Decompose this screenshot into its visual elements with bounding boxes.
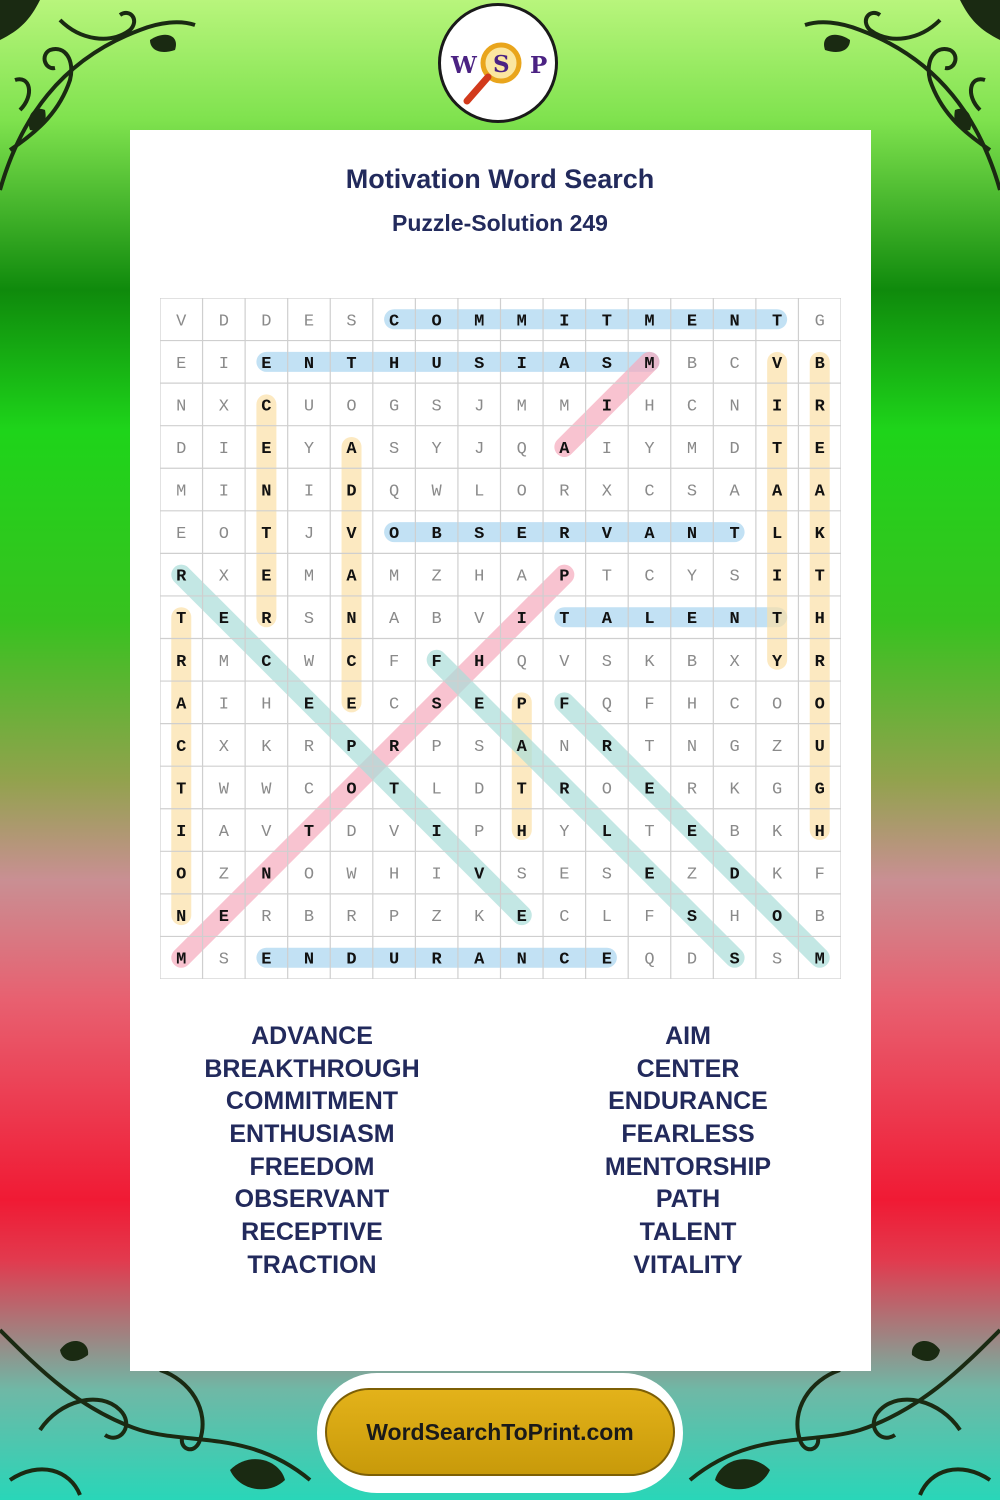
grid-letter-found: M	[474, 312, 485, 332]
grid-letter-found: R	[261, 610, 272, 630]
grid-letter: I	[303, 482, 315, 502]
grid-letter-found: E	[601, 950, 613, 970]
grid-letter: T	[644, 823, 655, 843]
word-list-item: FEARLESS	[621, 1120, 755, 1149]
grid-letter: C	[644, 567, 655, 587]
grid-letter-found: P	[516, 695, 527, 715]
grid-letter-found: T	[814, 567, 825, 587]
grid-letter-found: T	[601, 312, 613, 332]
grid-letter-found: R	[601, 737, 613, 757]
grid-letter: V	[176, 312, 187, 332]
grid-letter: E	[303, 312, 315, 332]
grid-letter: H	[388, 865, 400, 885]
grid-letter: Q	[516, 652, 527, 672]
grid-letter-found: P	[559, 567, 570, 587]
grid-letter: Y	[303, 439, 315, 459]
grid-letter-found: R	[388, 737, 400, 757]
grid-letter: D	[729, 439, 740, 459]
grid-letter-found: A	[559, 354, 570, 374]
grid-letter: Q	[601, 695, 613, 715]
grid-letter: N	[176, 397, 187, 417]
grid-letter: F	[814, 865, 825, 885]
grid-letter: O	[772, 695, 783, 715]
grid-letter-found: D	[346, 482, 357, 502]
grid-letter-found: I	[601, 397, 613, 417]
grid-letter-found: E	[261, 567, 272, 587]
grid-letter-found: R	[431, 950, 442, 970]
grid-letter-found: O	[176, 865, 187, 885]
grid-letter-found: H	[474, 652, 485, 672]
grid-letter-found: N	[346, 610, 357, 630]
grid-letter: C	[559, 908, 570, 928]
grid-letter: Z	[686, 865, 698, 885]
word-list-left	[132, 1020, 492, 1282]
grid-letter: U	[303, 397, 315, 417]
grid-letter: K	[261, 737, 272, 757]
grid-letter: S	[601, 652, 613, 672]
grid-letter: D	[474, 780, 485, 800]
grid-letter-found: V	[474, 865, 485, 885]
grid-letter: V	[559, 652, 570, 672]
word-list-item: COMMITMENT	[225, 1087, 399, 1116]
grid-letter-found: A	[644, 525, 655, 545]
page-title: Motivation Word Search	[345, 164, 655, 194]
grid-letter: G	[388, 397, 400, 417]
grid-letter-found: V	[772, 354, 783, 374]
grid-letter: W	[218, 780, 229, 800]
grid-letter-found: H	[388, 354, 400, 374]
grid-letter: T	[644, 737, 655, 757]
grid-letter: S	[474, 737, 485, 757]
grid-letter-found: A	[772, 482, 783, 502]
grid-letter-found: N	[303, 950, 315, 970]
grid-letter: Z	[218, 865, 229, 885]
grid-letter: R	[559, 482, 570, 502]
grid-letter: O	[601, 780, 613, 800]
grid-letter-found: B	[814, 354, 825, 374]
grid-letter: I	[218, 695, 229, 715]
grid-letter: E	[176, 354, 187, 374]
grid-letter-found: U	[431, 354, 442, 374]
grid-letter: E	[176, 525, 187, 545]
grid-letter: H	[644, 397, 655, 417]
grid-letter-found: E	[303, 695, 315, 715]
grid-letter-found: A	[559, 439, 570, 459]
word-list-item: VITALITY	[633, 1250, 743, 1279]
grid-letter-found: N	[729, 312, 740, 332]
grid-letter-found: A	[346, 439, 357, 459]
word-list-item: TALENT	[639, 1218, 737, 1247]
grid-letter: D	[261, 312, 272, 332]
grid-letter: W	[431, 482, 442, 502]
grid-letter-found: E	[261, 354, 272, 374]
grid-letter-found: O	[346, 780, 357, 800]
grid-letter-found: P	[346, 737, 357, 757]
grid-letter-found: T	[176, 780, 187, 800]
grid-letter: N	[686, 737, 698, 757]
grid-letter-found: A	[176, 695, 187, 715]
grid-letter: L	[431, 780, 442, 800]
grid-letter: K	[474, 908, 485, 928]
word-list-item: RECEPTIVE	[241, 1218, 383, 1247]
grid-letter: A	[388, 610, 400, 630]
grid-letter: Y	[431, 439, 442, 459]
grid-letter-found: R	[559, 780, 570, 800]
wsp-logo	[438, 3, 558, 123]
grid-letter-found: C	[559, 950, 570, 970]
grid-letter: L	[601, 908, 613, 928]
grid-letter: P	[431, 737, 442, 757]
grid-letter-found: T	[772, 439, 783, 459]
grid-letter-found: M	[176, 950, 187, 970]
grid-letter: R	[346, 908, 357, 928]
grid-letter-found: K	[814, 525, 825, 545]
grid-letter-found: C	[388, 312, 400, 332]
word-list-item: AIM	[665, 1022, 711, 1050]
grid-letter: C	[729, 354, 740, 374]
grid-letter: S	[388, 439, 400, 459]
grid-letter: Z	[431, 567, 442, 587]
grid-letter-found: T	[176, 610, 187, 630]
grid-letter: I	[218, 439, 229, 459]
grid-letter: H	[474, 567, 485, 587]
grid-letter: B	[814, 908, 825, 928]
grid-letter: I	[218, 354, 229, 374]
grid-letter-found: U	[388, 950, 400, 970]
word-list-item: ENDURANCE	[608, 1087, 768, 1116]
grid-letter: D	[176, 439, 187, 459]
grid-letter: H	[261, 695, 272, 715]
grid-letter-found: N	[729, 610, 740, 630]
grid-letter: X	[218, 737, 229, 757]
grid-letter-found: N	[686, 525, 698, 545]
grid-letter-found: C	[261, 397, 272, 417]
grid-letter: B	[686, 652, 698, 672]
grid-letter-found: T	[559, 610, 570, 630]
logo-letter-p: P	[530, 52, 548, 79]
grid-letter: S	[303, 610, 315, 630]
grid-letter-found: T	[261, 525, 272, 545]
grid-letter: H	[686, 695, 698, 715]
grid-letter-found: N	[261, 865, 272, 885]
grid-letter: S	[218, 950, 229, 970]
grid-letter-found: I	[559, 312, 570, 332]
grid-letter: O	[218, 525, 229, 545]
grid-letter: A	[516, 567, 527, 587]
grid-letter: C	[388, 695, 400, 715]
grid-letter-found: M	[644, 312, 655, 332]
grid-letter: M	[516, 397, 527, 417]
grid-letter: N	[729, 397, 740, 417]
grid-letter: P	[388, 908, 400, 928]
grid-letter-found: A	[814, 482, 825, 502]
grid-letter-found: E	[261, 950, 272, 970]
grid-letter-found: I	[431, 823, 442, 843]
word-list-item: TRACTION	[247, 1250, 377, 1279]
grid-letter-found: D	[729, 865, 740, 885]
grid-letter: K	[772, 865, 783, 885]
word-list-item: ENTHUSIASM	[229, 1120, 395, 1149]
grid-letter: O	[516, 482, 527, 502]
grid-letter-found: U	[814, 737, 825, 757]
grid-letter: Q	[388, 482, 400, 502]
grid-letter-found: O	[814, 695, 825, 715]
word-list-item: OBSERVANT	[234, 1185, 390, 1214]
grid-letter: F	[644, 695, 655, 715]
grid-letter: B	[303, 908, 315, 928]
grid-letter-found: S	[729, 950, 740, 970]
grid-letter: F	[644, 908, 655, 928]
grid-letter-found: O	[431, 312, 442, 332]
logo-letter-s: S	[493, 51, 510, 78]
grid-letter-found: T	[772, 312, 783, 332]
grid-letter-found: E	[261, 439, 272, 459]
grid-letter-found: E	[686, 823, 698, 843]
grid-letter-found: C	[176, 737, 187, 757]
grid-letter: I	[431, 865, 442, 885]
grid-letter-found: I	[516, 610, 527, 630]
grid-letter-found: T	[772, 610, 783, 630]
grid-letter: K	[729, 780, 740, 800]
grid-letter-found: V	[346, 525, 357, 545]
grid-letter-found: B	[431, 525, 442, 545]
grid-letter: B	[686, 354, 698, 374]
grid-letter-found: A	[516, 737, 527, 757]
grid-letter: D	[686, 950, 698, 970]
grid-letter: O	[303, 865, 315, 885]
grid-letter: I	[601, 439, 613, 459]
grid-letter-found: L	[601, 823, 613, 843]
grid-letter: S	[431, 397, 442, 417]
grid-letter: M	[218, 652, 229, 672]
grid-letter-found: O	[772, 908, 783, 928]
word-list-item: MENTORSHIP	[604, 1152, 772, 1181]
grid-letter: C	[303, 780, 315, 800]
grid-letter-found: E	[644, 865, 655, 885]
grid-letter: O	[346, 397, 357, 417]
grid-letter-found: E	[686, 610, 698, 630]
grid-letter: V	[388, 823, 400, 843]
grid-letter: W	[303, 652, 315, 672]
grid-letter-found: A	[346, 567, 357, 587]
grid-letter-found: V	[601, 525, 613, 545]
grid-letter-found: N	[176, 908, 187, 928]
grid-letter-found: R	[176, 567, 187, 587]
word-search-grid	[160, 298, 841, 979]
grid-letter-found: S	[474, 354, 485, 374]
grid-letter: Z	[772, 737, 783, 757]
grid-letter: E	[559, 865, 570, 885]
grid-letter: I	[218, 482, 229, 502]
grid-letter-found: T	[729, 525, 740, 545]
grid-letter: S	[772, 950, 783, 970]
word-list-item: CENTER	[636, 1054, 740, 1083]
grid-letter: W	[346, 865, 357, 885]
grid-letter-found: E	[686, 312, 698, 332]
grid-letter: N	[559, 737, 570, 757]
grid-letter-found: A	[601, 610, 613, 630]
grid-letter-found: R	[559, 525, 570, 545]
grid-letter: G	[772, 780, 783, 800]
grid-letter-found: S	[601, 354, 613, 374]
grid-letter-found: R	[814, 397, 825, 417]
grid-letter-found: H	[814, 610, 825, 630]
grid-letter-found: M	[516, 312, 527, 332]
grid-letter-found: C	[346, 652, 357, 672]
grid-letter: J	[303, 525, 315, 545]
grid-letter: B	[431, 610, 442, 630]
grid-letter: P	[474, 823, 485, 843]
grid-letter: X	[601, 482, 613, 502]
grid-letter-found: N	[261, 482, 272, 502]
grid-letter: C	[729, 695, 740, 715]
grid-letter: S	[516, 865, 527, 885]
grid-letter: X	[218, 567, 229, 587]
grid-letter: C	[644, 482, 655, 502]
grid-letter-found: I	[516, 354, 527, 374]
grid-letter-found: E	[218, 908, 229, 928]
grid-letter: J	[474, 397, 485, 417]
grid-letter-found: M	[644, 354, 655, 374]
grid-letter-found: F	[559, 695, 570, 715]
grid-letter-found: E	[474, 695, 485, 715]
grid-letter-found: I	[772, 397, 783, 417]
grid-letter-found: E	[814, 439, 825, 459]
grid-letter: A	[218, 823, 229, 843]
grid-letter-found: S	[686, 908, 698, 928]
grid-letter: A	[729, 482, 740, 502]
word-list-right	[508, 1020, 868, 1282]
grid-letter-found: D	[346, 950, 357, 970]
grid-letter: Q	[644, 950, 655, 970]
website-link-button[interactable]: WordSearchToPrint.com	[325, 1388, 675, 1476]
grid-letter: M	[303, 567, 315, 587]
grid-letter: L	[474, 482, 485, 502]
grid-letter-found: E	[218, 610, 229, 630]
page-subtitle: Puzzle-Solution 249	[392, 210, 608, 236]
grid-letter-found: E	[516, 908, 527, 928]
grid-letter-found: O	[388, 525, 400, 545]
grid-letter: J	[474, 439, 485, 459]
grid-letter-found: T	[516, 780, 527, 800]
grid-letter: D	[218, 312, 229, 332]
grid-letter-found: R	[814, 652, 825, 672]
word-list-item: ADVANCE	[251, 1022, 373, 1050]
grid-letter: K	[644, 652, 655, 672]
grid-letter-found: L	[772, 525, 783, 545]
grid-letter: V	[474, 610, 485, 630]
word-list-item: PATH	[655, 1185, 721, 1214]
grid-letter: C	[686, 397, 698, 417]
grid-letter-found: L	[644, 610, 655, 630]
grid-letter: R	[686, 780, 698, 800]
grid-letter: Q	[516, 439, 527, 459]
grid-letter: M	[559, 397, 570, 417]
grid-letter-found: Y	[772, 652, 783, 672]
grid-letter-found: S	[431, 695, 442, 715]
grid-letter: S	[686, 482, 698, 502]
grid-letter: W	[261, 780, 272, 800]
grid-letter-found: I	[772, 567, 783, 587]
grid-letter-found: T	[346, 354, 357, 374]
grid-letter-found: A	[474, 950, 485, 970]
grid-letter-found: E	[644, 780, 655, 800]
grid-letter: M	[176, 482, 187, 502]
grid-letter: S	[601, 865, 613, 885]
grid-letter-found: I	[176, 823, 187, 843]
grid-letter: X	[729, 652, 740, 672]
grid-letter-found: C	[261, 652, 272, 672]
grid-letter: D	[346, 823, 357, 843]
grid-letter: Y	[559, 823, 570, 843]
grid-letter: G	[729, 737, 740, 757]
grid-letter-found: R	[176, 652, 187, 672]
grid-letter: Z	[431, 908, 442, 928]
grid-letter: K	[772, 823, 783, 843]
grid-letter-found: F	[431, 652, 442, 672]
word-list-item: FREEDOM	[249, 1152, 375, 1181]
grid-letter: M	[388, 567, 400, 587]
grid-letter-found: N	[516, 950, 527, 970]
grid-letter: H	[729, 908, 740, 928]
grid-letter-found: G	[814, 780, 825, 800]
grid-svg	[160, 298, 841, 979]
grid-letter: F	[388, 652, 400, 672]
grid-letter: T	[601, 567, 613, 587]
grid-letter: R	[303, 737, 315, 757]
word-list-item: BREAKTHROUGH	[204, 1054, 420, 1083]
grid-letter: S	[346, 312, 357, 332]
grid-letter: S	[729, 567, 740, 587]
grid-letter: Y	[644, 439, 655, 459]
grid-letter-found: N	[303, 354, 315, 374]
grid-letter: M	[686, 439, 698, 459]
grid-letter-found: H	[516, 823, 527, 843]
grid-letter: B	[729, 823, 740, 843]
grid-letter-found: H	[814, 823, 825, 843]
grid-letter-found: M	[814, 950, 825, 970]
grid-letter: X	[218, 397, 229, 417]
grid-letter: R	[261, 908, 272, 928]
grid-letter-found: S	[474, 525, 485, 545]
grid-letter: G	[814, 312, 825, 332]
grid-letter-found: T	[303, 823, 315, 843]
grid-letter-found: E	[346, 695, 357, 715]
grid-letter: Y	[686, 567, 698, 587]
logo-letter-w: W	[451, 52, 477, 79]
grid-letter: V	[261, 823, 272, 843]
grid-letter-found: E	[516, 525, 527, 545]
grid-letter-found: T	[388, 780, 400, 800]
